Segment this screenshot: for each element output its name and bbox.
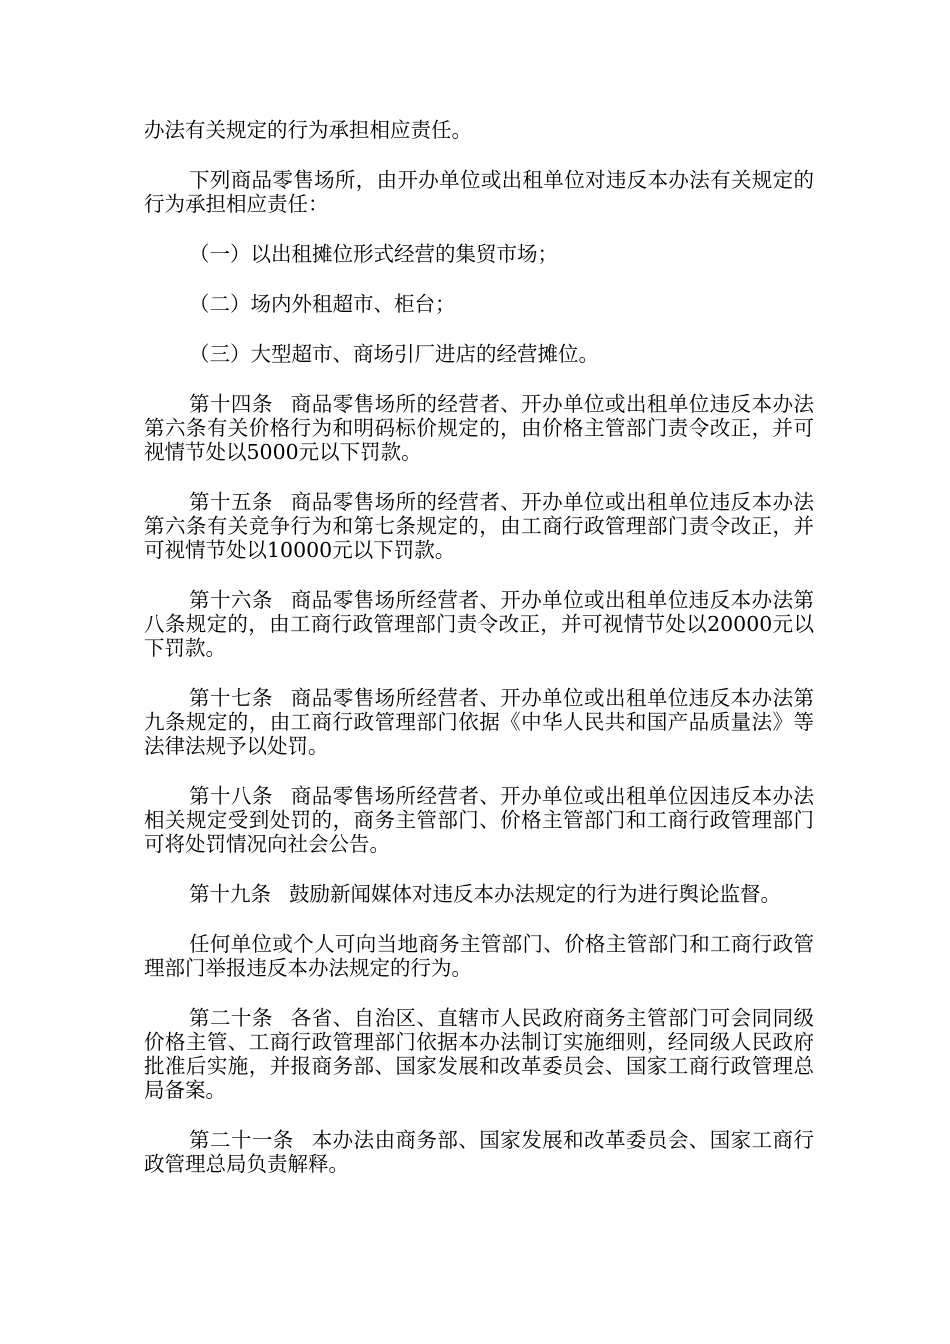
paragraph-text: 下列商品零售场所，由开办单位或出租单位对违反本办法有关规定的行为承担相应责任： xyxy=(144,168,814,216)
list-item-text: （二）场内外租超市、柜台； xyxy=(189,292,456,316)
document-body xyxy=(144,118,814,1202)
article-21 xyxy=(144,1128,814,1176)
article-text: 商品零售场所的经营者、开办单位或出租单位违反本办法第六条有关价格行为和明码标价规定的，由价格主管部门责令改正，并可视情节处以5000元以下罚款。 xyxy=(144,392,815,464)
article-text: 各省、自治区、直辖市人民政府商务主管部门可会同同级价格主管、工商行政管理部门依据本办法制订实施细则，经同级人民政府批准后实施，并报商务部、国家发展和改革委员会、国家工商行政管理总局备案。 xyxy=(144,1006,815,1102)
list-item-1 xyxy=(144,242,814,266)
article-number: 第十六条 xyxy=(189,588,273,612)
article-text: 商品零售场所经营者、开办单位或出租单位违反本办法第九条规定的，由工商行政管理部门依据《中华人民共和国产品质量法》等法律法规予以处罚。 xyxy=(144,686,815,758)
list-item-text: （三）大型超市、商场引厂进店的经营摊位。 xyxy=(189,342,599,366)
article-14 xyxy=(144,392,814,464)
article-number: 第十七条 xyxy=(189,686,273,710)
article-15 xyxy=(144,490,814,562)
article-number: 第十四条 xyxy=(189,392,273,416)
article-number: 第十九条 xyxy=(189,882,271,906)
paragraph-text: 任何单位或个人可向当地商务主管部门、价格主管部门和工商行政管理部门举报违反本办法规定的行为。 xyxy=(144,932,814,980)
article-18 xyxy=(144,784,814,856)
article-number: 第二十一条 xyxy=(189,1128,294,1152)
article-number: 第十五条 xyxy=(189,490,273,514)
article-text: 本办法由商务部、国家发展和改革委员会、国家工商行政管理总局负责解释。 xyxy=(144,1128,815,1176)
paragraph-text: 办法有关规定的行为承担相应责任。 xyxy=(144,118,472,142)
article-text: 商品零售场所经营者、开办单位或出租单位因违反本办法相关规定受到处罚的，商务主管部门、价格主管部门和工商行政管理部门可将处罚情况向社会公告。 xyxy=(144,784,815,856)
paragraph-reporting xyxy=(144,932,814,980)
article-number: 第二十条 xyxy=(189,1006,273,1030)
article-19 xyxy=(144,882,814,906)
article-text: 鼓励新闻媒体对违反本办法规定的行为进行舆论监督。 xyxy=(289,882,781,906)
article-number: 第十八条 xyxy=(189,784,273,808)
article-17 xyxy=(144,686,814,758)
article-text: 商品零售场所经营者、开办单位或出租单位违反本办法第八条规定的，由工商行政管理部门责令改正，并可视情节处以20000元以下罚款。 xyxy=(144,588,815,660)
article-text: 商品零售场所的经营者、开办单位或出租单位违反本办法第六条有关竞争行为和第七条规定的，由工商行政管理部门责令改正，并可视情节处以10000元以下罚款。 xyxy=(144,490,815,562)
list-item-text: （一）以出租摊位形式经营的集贸市场； xyxy=(189,242,558,266)
paragraph-continuation xyxy=(144,118,814,142)
article-16 xyxy=(144,588,814,660)
list-item-3 xyxy=(144,342,814,366)
list-item-2 xyxy=(144,292,814,316)
paragraph-liable-venues xyxy=(144,168,814,216)
article-20 xyxy=(144,1006,814,1102)
